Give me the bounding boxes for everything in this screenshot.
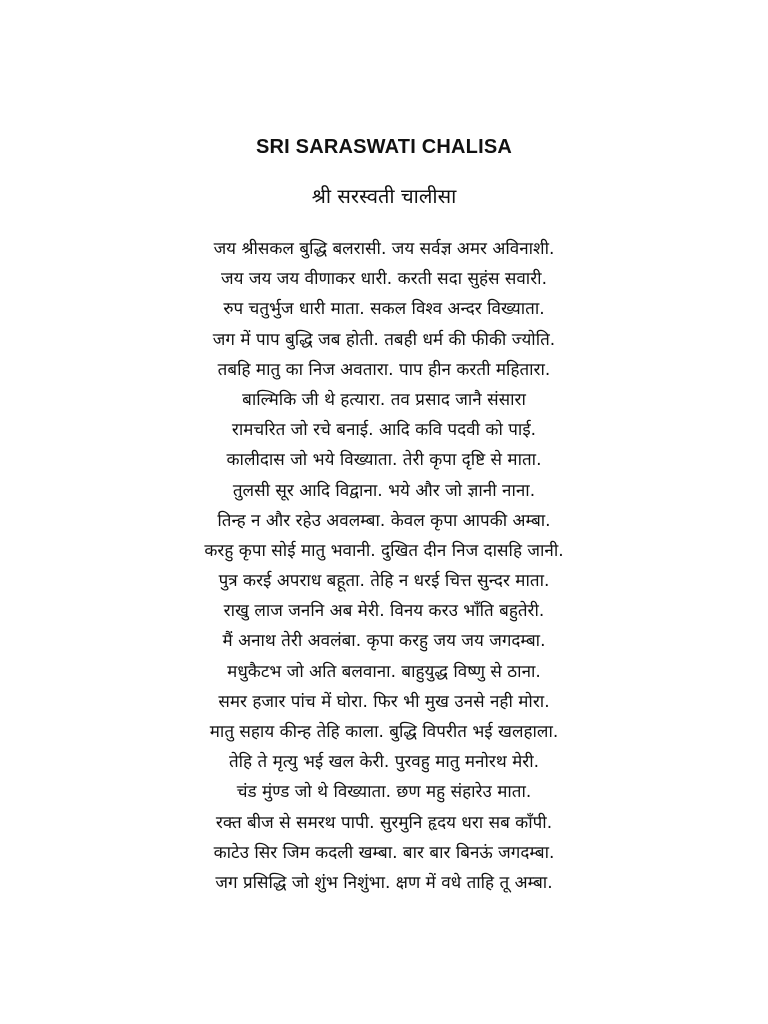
verse-line: काटेउ सिर जिम कदली खम्बा. बार बार बिनऊं जगदम्बा. bbox=[213, 842, 555, 863]
verse-line: जग में पाप बुद्धि जब होती. तबही धर्म की फीकी ज्योति. bbox=[212, 329, 556, 350]
verse-line: बाल्मिकि जी थे हत्यारा. तव प्रसाद जानै संसारा bbox=[242, 389, 526, 410]
verse-line: मधुकैटभ जो अति बलवाना. बाहुयुद्ध विष्णु से ठाना. bbox=[227, 661, 541, 682]
verse-line: पुत्र करई अपराध बहूता. तेहि न धरई चित्त सुन्दर माता. bbox=[218, 571, 550, 592]
verse-line: रुप चतुर्भुज धारी माता. सकल विश्व अन्दर विख्याता. bbox=[223, 299, 545, 320]
verse-line: चंड मुंण्ड जो थे विख्याता. छण महु संहारेउ माता. bbox=[236, 782, 532, 803]
verse-line: तबहि मातु का निज अवतारा. पाप हीन करती महितारा. bbox=[217, 359, 551, 380]
verse-line: तिन्ह न और रहेउ अवलम्बा. केवल कृपा आपकी अम्बा. bbox=[217, 510, 551, 531]
verse-line: रामचरित जो रचे बनाई. आदि कवि पदवी को पाई. bbox=[231, 420, 537, 441]
verse-list bbox=[0, 234, 768, 898]
verse-line: रक्त बीज से समरथ पापी. सुरमुनि हृदय धरा सब काँपी. bbox=[215, 812, 553, 833]
document-subtitle: श्री सरस्वती चालीसा bbox=[311, 184, 457, 208]
verse-line: समर हजार पांच में घोरा. फिर भी मुख उनसे नही मोरा. bbox=[218, 691, 550, 712]
verse-line: जग प्रसिद्धि जो शुंभ निशुंभा. क्षण में वधे ताहि तू अम्बा. bbox=[215, 872, 553, 893]
verse-line: जय जय जय वीणाकर धारी. करती सदा सुहंस सवारी. bbox=[221, 269, 547, 290]
verse-line: राखु लाज जननि अब मेरी. विनय करउ भाँति बहुतेरी. bbox=[223, 601, 545, 622]
verse-line: तुलसी सूर आदि विद्वाना. भये और जो ज्ञानी नाना. bbox=[232, 480, 536, 501]
verse-line: करहु कृपा सोई मातु भवानी. दुखित दीन निज दासहि जानी. bbox=[204, 540, 564, 561]
verse-line: जय श्रीसकल बुद्धि बलरासी. जय सर्वज्ञ अमर अविनाशी. bbox=[213, 239, 555, 259]
document-title: SRI SARASWATI CHALISA bbox=[255, 136, 513, 158]
verse-line: तेहि ते मृत्यु भई खल केरी. पुरवहु मातु मनोरथ मेरी. bbox=[228, 752, 540, 773]
verse-line: कालीदास जो भये विख्याता. तेरी कृपा दृष्टि से माता. bbox=[226, 450, 542, 471]
verse-line: मैं अनाथ तेरी अवलंबा. कृपा करहु जय जय जगदम्बा. bbox=[222, 631, 546, 652]
verse-line: मातु सहाय कीन्ह तेहि काला. बुद्धि विपरीत भई खलहाला. bbox=[209, 722, 559, 742]
